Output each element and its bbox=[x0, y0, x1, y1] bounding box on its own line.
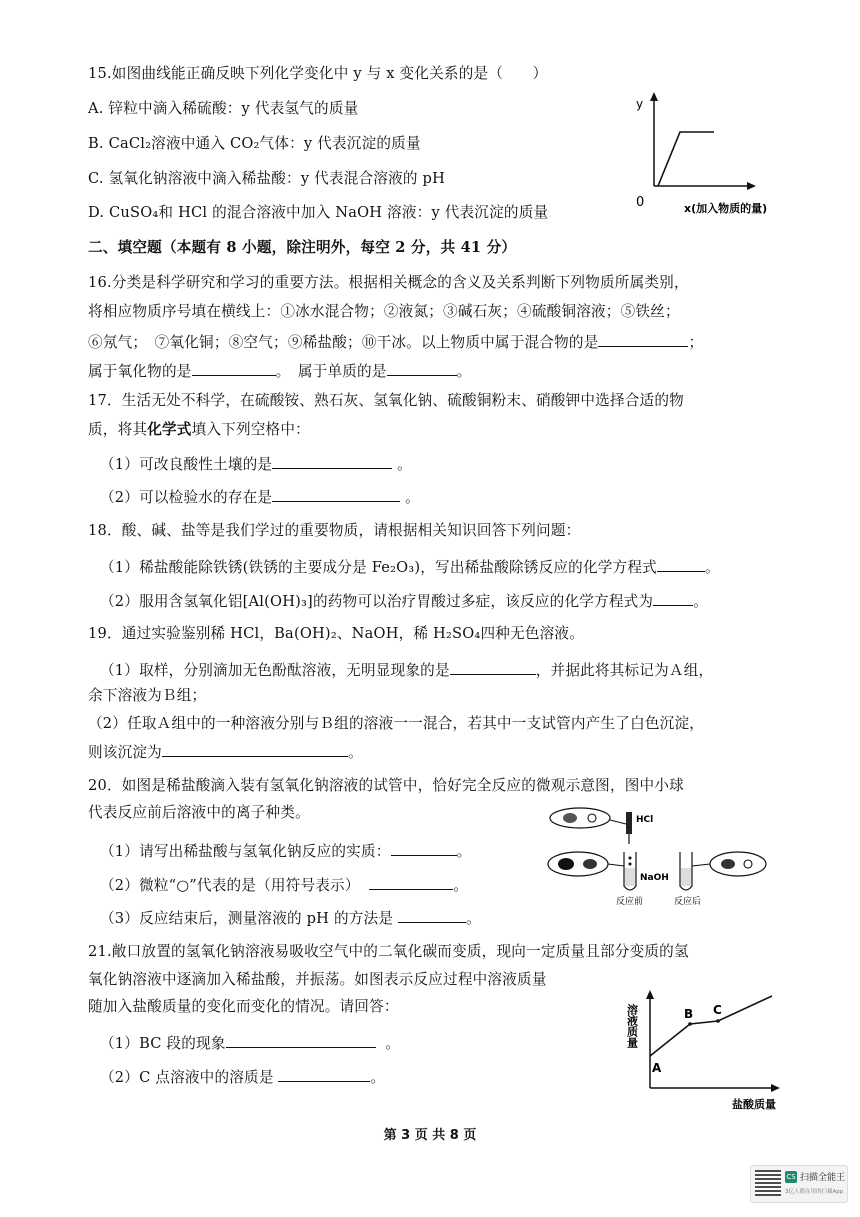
q21-blank-2[interactable] bbox=[278, 1066, 370, 1082]
q21-line2: 氧化钠溶液中逐滴加入稀盐酸，并振荡。如图表示反应过程中溶液质量 bbox=[88, 971, 547, 988]
q20-ion-na bbox=[558, 858, 574, 870]
q20-ion-oh bbox=[583, 859, 597, 869]
q18-blank-1[interactable] bbox=[657, 556, 705, 572]
q21-line3: 随加入盐酸质量的变化而变化的情况。请回答： bbox=[88, 998, 399, 1015]
q19-part1-cont: 余下溶液为Ｂ组； bbox=[88, 687, 207, 704]
scanner-watermark bbox=[750, 1165, 848, 1203]
q18-part1: （1）稀盐酸能除铁锈(铁锈的主要成分是 Fe₂O₃)，写出稀盐酸除锈反应的化学方程式 。 bbox=[100, 556, 720, 578]
page-footer: 第 3 页 共 8 页 bbox=[383, 1128, 477, 1143]
q15-option-d: D. CuSO₄和 HCl 的混合溶液中加入 NaOH 溶液：y 代表沉淀的质量 bbox=[88, 204, 549, 221]
q20-line1: 20．如图是稀盐酸滴入装有氢氧化钠溶液的试管中，恰好完全反应的微观示意图，图中小球 bbox=[88, 777, 684, 794]
q15-graph-ylabel: y bbox=[636, 97, 644, 111]
q16-blank-oxide[interactable] bbox=[192, 360, 276, 376]
qr-code-icon bbox=[755, 1170, 781, 1196]
q21-blank-1[interactable] bbox=[226, 1032, 376, 1048]
q20-blank-2[interactable] bbox=[369, 874, 453, 890]
q16-blank-element[interactable] bbox=[387, 360, 457, 376]
q15-graph-origin: 0 bbox=[636, 195, 645, 210]
q20-ion-na-after bbox=[721, 859, 735, 869]
q20-blank-3[interactable] bbox=[398, 907, 466, 923]
q17-part1: （1）可改良酸性土壤的是 。 bbox=[100, 453, 412, 475]
q15-option-c: C. 氢氧化钠溶液中滴入稀盐酸：y 代表混合溶液的 pH bbox=[88, 170, 445, 187]
q19-part2-cont: 则该沉淀为 。 bbox=[88, 741, 363, 763]
scanner-name: 扫描全能王 bbox=[800, 1173, 846, 1183]
q15-graph bbox=[622, 90, 772, 220]
q21-part1: （1）BC 段的现象 。 bbox=[100, 1032, 400, 1054]
q20-ion-cl-after bbox=[744, 860, 752, 868]
q18-line1: 18．酸、碱、盐等是我们学过的重要物质，请根据相关知识回答下列问题： bbox=[88, 522, 581, 539]
q19-line1: 19．通过实验鉴别稀 HCl，Ba(OH)₂、NaOH，稀 H₂SO₄四种无色溶液。 bbox=[88, 625, 584, 642]
q19-part2: （2）任取Ａ组中的一种溶液分别与Ｂ组的溶液一一混合，若其中一支试管内产生了白色沉淀， bbox=[88, 715, 705, 732]
q17-blank-2[interactable] bbox=[272, 486, 400, 502]
q20-label-after: 反应后 bbox=[674, 897, 702, 907]
q17-line2: 质，将其化学式填入下列空格中： bbox=[88, 421, 310, 438]
q16-line4: 属于氧化物的是 。 属于单质的是 。 bbox=[88, 360, 471, 382]
q20-label-naoh: NaOH bbox=[640, 873, 669, 883]
q21-graph-ylabel: 溶液质量 bbox=[625, 1004, 639, 1048]
q20-label-hcl: HCl bbox=[636, 815, 654, 825]
q21-line1: 21.敞口放置的氢氧化钠溶液易吸收空气中的二氧化碳而变质，现向一定质量且部分变质的氢 bbox=[88, 943, 689, 960]
q15-option-a: A. 锌粒中滴入稀硫酸：y 代表氢气的质量 bbox=[88, 100, 359, 117]
q21-part2: （2）C 点溶液中的溶质是 。 bbox=[100, 1066, 385, 1088]
q20-ion-h bbox=[563, 813, 577, 823]
q20-part3: （3）反应结束后，测量溶液的 pH 的方法是 。 bbox=[100, 907, 481, 929]
q20-line2: 代表反应前后溶液中的离子种类。 bbox=[88, 804, 310, 821]
q18-blank-2[interactable] bbox=[653, 590, 693, 606]
q20-part1: （1）请写出稀盐酸与氢氧化钠反应的实质： 。 bbox=[100, 840, 471, 862]
q20-label-before: 反应前 bbox=[616, 897, 644, 907]
q16-blank-mixture[interactable] bbox=[598, 331, 688, 347]
q21-graph-xlabel: 盐酸质量 bbox=[732, 1098, 776, 1111]
q16-line2: 将相应物质序号填在横线上：①冰水混合物；②液氮；③碱石灰；④硫酸铜溶液；⑤铁丝； bbox=[88, 303, 680, 320]
q19-blank-1[interactable] bbox=[450, 659, 536, 675]
q20-dropper bbox=[626, 812, 632, 834]
q20-ion-cl bbox=[588, 814, 596, 822]
q17-blank-1[interactable] bbox=[272, 453, 392, 469]
q19-part1: （1）取样，分别滴加无色酚酞溶液，无明显现象的是 ，并据此将其标记为Ａ组， bbox=[100, 659, 713, 681]
q21-graph bbox=[625, 990, 788, 1115]
camscanner-logo-icon: CS bbox=[786, 1173, 796, 1181]
q19-blank-2[interactable] bbox=[162, 741, 348, 757]
q20-part2: （2）微粒“○”代表的是（用符号表示） 。 bbox=[100, 874, 468, 896]
q21-curve bbox=[650, 996, 772, 1056]
q15-stem: 15.如图曲线能正确反映下列化学变化中 y 与 x 变化关系的是（ ） bbox=[88, 65, 548, 82]
q17-line1: 17．生活无处不科学，在硫酸铵、熟石灰、氢氧化钠、硫酸铜粉末、硝酸钾中选择合适的物 bbox=[88, 392, 684, 409]
q20-bubble-after bbox=[710, 852, 766, 876]
q21-label-c: C bbox=[713, 1003, 722, 1017]
q16-line3: ⑥氖气； ⑦氧化铜；⑧空气；⑨稀盐酸；⑩干冰。以上物质中属于混合物的是 ； bbox=[88, 331, 703, 353]
q16-line1: 16.分类是科学研究和学习的重要方法。根据相关概念的含义及关系判断下列物质所属类别， bbox=[88, 274, 689, 291]
q21-label-b: B bbox=[684, 1007, 694, 1021]
q15-graph-xlabel: x(加入物质的量) bbox=[684, 202, 768, 215]
q20-figure bbox=[546, 806, 776, 906]
q18-part2: （2）服用含氢氧化铝[Al(OH)₃]的药物可以治疗胃酸过多症，该反应的化学方程式为 。 bbox=[100, 590, 708, 612]
q20-blank-1[interactable] bbox=[391, 840, 457, 856]
q21-label-a: A bbox=[652, 1061, 662, 1075]
q15-option-b: B. CaCl₂溶液中通入 CO₂气体：y 代表沉淀的质量 bbox=[88, 135, 421, 152]
q15-curve bbox=[658, 132, 714, 186]
q21-point-c bbox=[716, 1019, 720, 1023]
q20-bubble-hcl bbox=[550, 808, 610, 828]
q21-point-b bbox=[688, 1022, 692, 1026]
q20-bubble-before bbox=[548, 852, 608, 876]
q17-part2: （2）可以检验水的存在是 。 bbox=[100, 486, 420, 508]
scanner-tagline: 3亿人都在用的扫描App bbox=[785, 1189, 844, 1195]
section-title: 二、填空题（本题有 8 小题，除注明外，每空 2 分，共 41 分） bbox=[88, 239, 517, 256]
